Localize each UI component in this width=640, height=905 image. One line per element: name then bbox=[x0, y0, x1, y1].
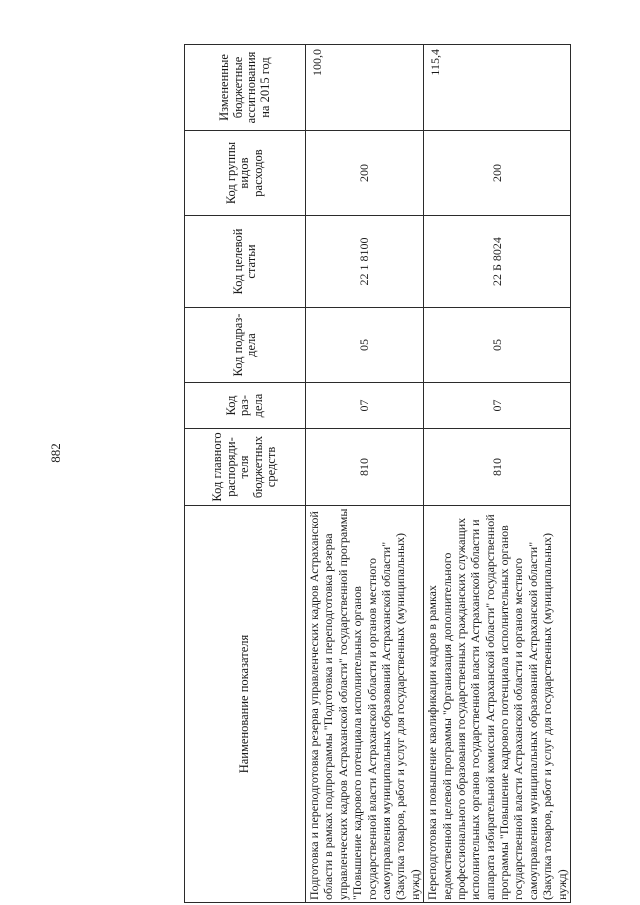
row-amount: 100,0 bbox=[306, 45, 424, 131]
budget-table bbox=[184, 44, 571, 903]
header-expense-group-code: Код группы видов расходов bbox=[185, 131, 306, 216]
row-subsection-code: 05 bbox=[424, 308, 571, 383]
row-article-code: 22 1 8100 bbox=[306, 216, 424, 308]
table-header-row bbox=[185, 45, 306, 903]
header-article-code: Код целевой статьи bbox=[185, 216, 306, 308]
header-section-code: Код раз-дела bbox=[185, 383, 306, 429]
row-article-code: 22 Б 8024 bbox=[424, 216, 571, 308]
table-row bbox=[306, 45, 424, 903]
row-section-code: 07 bbox=[306, 383, 424, 429]
row-expense-group-code: 200 bbox=[424, 131, 571, 216]
row-admin-code: 810 bbox=[424, 429, 571, 506]
table-row bbox=[424, 45, 571, 903]
row-amount: 115,4 bbox=[424, 45, 571, 131]
budget-table-wrapper bbox=[184, 45, 570, 903]
page-number: 882 bbox=[48, 443, 63, 463]
row-admin-code: 810 bbox=[306, 429, 424, 506]
header-name: Наименование показателя bbox=[185, 506, 306, 903]
row-expense-group-code: 200 bbox=[306, 131, 424, 216]
header-admin-code: Код главного распоряди-теля бюджетных средств bbox=[185, 429, 306, 506]
header-subsection-code: Код подраз-дела bbox=[185, 308, 306, 383]
row-subsection-code: 05 bbox=[306, 308, 424, 383]
row-name: Подготовка и переподготовка резерва управленческих кадров Астраханской области в рамках подпрограммы "Подготовка и переподготовка резерва управленческих кадров Астраханской области" государственной программы "Повышение кадрового потенциала исполнительных органов государственной власти Астраханской области и органов местного самоуправления муниципальных образований Астраханской области" (Закупка товаров, работ и услуг для государственных (муниципальных) нужд) bbox=[306, 506, 424, 903]
row-section-code: 07 bbox=[424, 383, 571, 429]
header-amount: Измененные бюджетные ассигнования на 2015 год bbox=[185, 45, 306, 131]
row-name: Переподготовка и повышение квалификации кадров в рамках ведомственной целевой программы "Организация дополнительного профессионального образования государственных гражданских служащих исполнительных органов государственной власти Астраханской области и аппарата избирательной комиссии Астраханской области" государственной программы "Повышение кадрового потенциала исполнительных органов государственной власти Астраханской области и органов местного самоуправления муниципальных образований Астраханской области" (Закупка товаров, работ и услуг для государственных (муниципальных) нужд) bbox=[424, 506, 571, 903]
